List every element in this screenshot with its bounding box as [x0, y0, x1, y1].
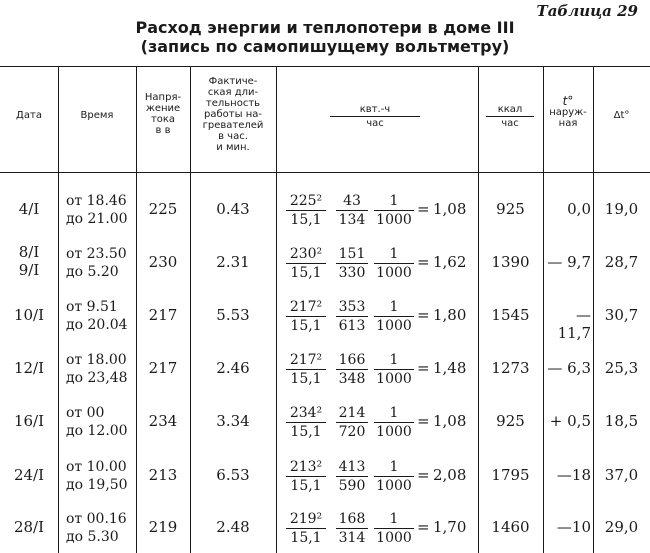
- fraction-denominator: 330: [338, 265, 366, 281]
- fraction-numerator: 1: [374, 245, 414, 264]
- fraction-numerator: 353: [336, 298, 368, 317]
- fraction-numerator: 166: [336, 351, 368, 370]
- fraction-denominator: 15,1: [290, 478, 322, 494]
- fraction-kilo: [374, 510, 414, 547]
- cell-time-from: от 00: [66, 405, 105, 421]
- fraction-time-ratio: [336, 192, 368, 229]
- equals-sign: =: [417, 200, 430, 218]
- cell-delta-temp: 30,7: [604, 306, 639, 324]
- equals-sign: =: [417, 466, 430, 484]
- fraction-denominator: 590: [338, 478, 366, 494]
- cell-date: [0, 412, 58, 430]
- header-kcal: ккал час: [486, 104, 534, 129]
- cell-delta-temp: 37,0: [604, 466, 639, 484]
- cell-time-to: до 19,50: [66, 477, 128, 493]
- cell-kwh-result: 2,08: [433, 466, 467, 484]
- cell-time: [66, 351, 128, 387]
- cell-time-to: до 20.04: [66, 317, 128, 333]
- cell-kcal: 1390: [491, 253, 530, 271]
- fraction-numerator: 1: [374, 404, 414, 423]
- equals-sign: =: [417, 359, 430, 377]
- cell-date: [0, 306, 58, 324]
- header-formula: квт.-ч час: [330, 104, 420, 129]
- cell-duration: 0.43: [216, 200, 250, 218]
- fraction-numerator: 43: [336, 192, 368, 211]
- cell-time: [66, 458, 128, 494]
- cell-outdoor-temp: — 6,3: [547, 359, 591, 377]
- fraction-time-ratio: [336, 404, 368, 441]
- cell-kcal: 925: [496, 412, 525, 430]
- fraction-denominator: 720: [338, 424, 366, 440]
- cell-time: [66, 298, 128, 334]
- equals-sign: =: [417, 518, 430, 536]
- cell-time-from: от 23.50: [66, 246, 127, 262]
- cell-time: [66, 510, 127, 546]
- cell-delta-temp: 18,5: [604, 412, 639, 430]
- fraction-voltage-squared: [286, 404, 326, 441]
- cell-kwh-result: 1,62: [433, 253, 467, 271]
- cell-duration: 6.53: [216, 466, 250, 484]
- cell-time: [66, 245, 127, 281]
- cell-delta-temp: 19,0: [604, 200, 639, 218]
- fraction-time-ratio: [336, 245, 368, 282]
- fraction-voltage-squared: [286, 298, 326, 335]
- fraction-kilo: [374, 245, 414, 282]
- column-divider: [276, 66, 277, 553]
- cell-time-from: от 9.51: [66, 299, 118, 315]
- cell-kwh-result: 1,80: [433, 306, 467, 324]
- fraction-denominator: 613: [338, 318, 366, 334]
- fraction-voltage-squared: [286, 458, 326, 495]
- cell-voltage: 225: [148, 200, 178, 218]
- header-voltage: Напря- жение тока в в: [144, 92, 182, 136]
- fraction-kilo: [374, 351, 414, 388]
- table-label: Таблица 29: [536, 2, 638, 20]
- cell-date-line: 12/I: [13, 359, 45, 377]
- table-title-line-2: (запись по самопишущему вольтметру): [140, 37, 510, 56]
- cell-date-line: 28/I: [13, 518, 45, 536]
- cell-duration: 2.48: [216, 518, 250, 536]
- equals-sign: =: [417, 412, 430, 430]
- header-time: Время: [80, 110, 114, 121]
- cell-outdoor-temp: — 9,7: [547, 253, 591, 271]
- fraction-voltage-squared: [286, 351, 326, 388]
- cell-time: [66, 404, 128, 440]
- fraction-kilo: [374, 404, 414, 441]
- fraction-denominator: 314: [338, 530, 366, 546]
- cell-time-from: от 18.46: [66, 193, 127, 209]
- fraction-numerator: 230²: [286, 245, 326, 264]
- cell-kcal: 1460: [491, 518, 530, 536]
- cell-date: [0, 359, 58, 377]
- cell-date: [0, 200, 58, 218]
- cell-date-line: 10/I: [13, 306, 45, 324]
- table-top-rule: [0, 66, 650, 67]
- cell-time-from: от 10.00: [66, 459, 127, 475]
- fraction-denominator: 15,1: [290, 424, 322, 440]
- cell-delta-temp: 29,0: [604, 518, 639, 536]
- cell-time-from: от 18.00: [66, 352, 127, 368]
- fraction-kilo: [374, 298, 414, 335]
- cell-kcal: 1273: [491, 359, 530, 377]
- equals-sign: =: [417, 253, 430, 271]
- cell-date-line: 4/I: [18, 200, 40, 218]
- cell-time-from: от 00.16: [66, 511, 127, 527]
- cell-kcal: 1795: [491, 466, 530, 484]
- fraction-time-ratio: [336, 298, 368, 335]
- cell-voltage: 217: [148, 359, 178, 377]
- fraction-denominator: 134: [338, 212, 366, 228]
- cell-delta-temp: 25,3: [604, 359, 639, 377]
- cell-kwh-result: 1,08: [433, 412, 467, 430]
- cell-date-line: 8/I: [18, 243, 40, 261]
- fraction-denominator: 1000: [376, 530, 412, 546]
- equals-sign: =: [417, 306, 430, 324]
- fraction-kilo: [374, 458, 414, 495]
- fraction-denominator: 15,1: [290, 265, 322, 281]
- cell-kcal: 925: [496, 200, 525, 218]
- cell-voltage: 230: [148, 253, 178, 271]
- fraction-numerator: 217²: [286, 298, 326, 317]
- table-title: [0, 18, 650, 56]
- header-delta-temp: Δt°: [613, 110, 630, 121]
- cell-duration: 2.46: [216, 359, 250, 377]
- cell-duration: 5.53: [216, 306, 250, 324]
- fraction-numerator: 1: [374, 192, 414, 211]
- fraction-denominator: 15,1: [290, 371, 322, 387]
- cell-voltage: 217: [148, 306, 178, 324]
- fraction-numerator: 213²: [286, 458, 326, 477]
- cell-outdoor-temp: 0,0: [567, 200, 591, 218]
- fraction-numerator: 225²: [286, 192, 326, 211]
- fraction-denominator: 1000: [376, 371, 412, 387]
- cell-outdoor-temp: —11,7: [557, 306, 591, 342]
- fraction-voltage-squared: [286, 192, 326, 229]
- fraction-time-ratio: [336, 510, 368, 547]
- fraction-numerator: 1: [374, 458, 414, 477]
- fraction-denominator: 348: [338, 371, 366, 387]
- cell-outdoor-temp: + 0,5: [549, 412, 591, 430]
- fraction-denominator: 15,1: [290, 212, 322, 228]
- cell-time-to: до 12.00: [66, 423, 128, 439]
- fraction-time-ratio: [336, 351, 368, 388]
- fraction-numerator: 1: [374, 298, 414, 317]
- cell-date-line: 16/I: [13, 412, 45, 430]
- fraction-denominator: 15,1: [290, 530, 322, 546]
- fraction-denominator: 1000: [376, 265, 412, 281]
- cell-duration: 2.31: [216, 253, 250, 271]
- table-title-line-1: Расход энергии и теплопотери в доме III: [135, 18, 515, 37]
- fraction-numerator: 219²: [286, 510, 326, 529]
- cell-outdoor-temp: —18: [556, 466, 591, 484]
- cell-date: [0, 466, 58, 484]
- cell-voltage: 219: [148, 518, 178, 536]
- fraction-numerator: 413: [336, 458, 368, 477]
- cell-voltage: 234: [148, 412, 178, 430]
- fraction-denominator: 1000: [376, 424, 412, 440]
- header-date: Дата: [16, 110, 42, 121]
- fraction-denominator: 1000: [376, 478, 412, 494]
- cell-duration: 3.34: [216, 412, 250, 430]
- cell-kwh-result: 1,48: [433, 359, 467, 377]
- fraction-numerator: 151: [336, 245, 368, 264]
- cell-time: [66, 192, 128, 228]
- cell-time-to: до 5.20: [66, 264, 119, 280]
- cell-date-line: 24/I: [13, 466, 45, 484]
- cell-date: [0, 518, 58, 536]
- cell-kcal: 1545: [491, 306, 530, 324]
- cell-time-to: до 21.00: [66, 211, 128, 227]
- fraction-numerator: 214: [336, 404, 368, 423]
- column-divider: [58, 66, 59, 553]
- cell-kwh-result: 1,70: [433, 518, 467, 536]
- header-duration: Фактиче- ская дли- тельность работы на- гревателей в час. и мин.: [202, 76, 264, 153]
- fraction-numerator: 1: [374, 510, 414, 529]
- header-bottom-rule: [0, 172, 650, 173]
- fraction-denominator: 15,1: [290, 318, 322, 334]
- header-outdoor-temp: t° наруж- ная: [549, 94, 587, 129]
- cell-time-to: до 5.30: [66, 529, 119, 545]
- fraction-numerator: 217²: [286, 351, 326, 370]
- fraction-voltage-squared: [286, 510, 326, 547]
- cell-time-to: до 23,48: [66, 370, 128, 386]
- cell-outdoor-temp: —10: [556, 518, 591, 536]
- fraction-denominator: 1000: [376, 212, 412, 228]
- cell-kwh-result: 1,08: [433, 200, 467, 218]
- fraction-numerator: 168: [336, 510, 368, 529]
- fraction-numerator: 1: [374, 351, 414, 370]
- cell-date-line: 9/I: [18, 261, 40, 279]
- fraction-voltage-squared: [286, 245, 326, 282]
- fraction-denominator: 1000: [376, 318, 412, 334]
- cell-delta-temp: 28,7: [604, 253, 639, 271]
- cell-voltage: 213: [148, 466, 178, 484]
- cell-date: [0, 243, 58, 279]
- fraction-numerator: 234²: [286, 404, 326, 423]
- fraction-kilo: [374, 192, 414, 229]
- fraction-time-ratio: [336, 458, 368, 495]
